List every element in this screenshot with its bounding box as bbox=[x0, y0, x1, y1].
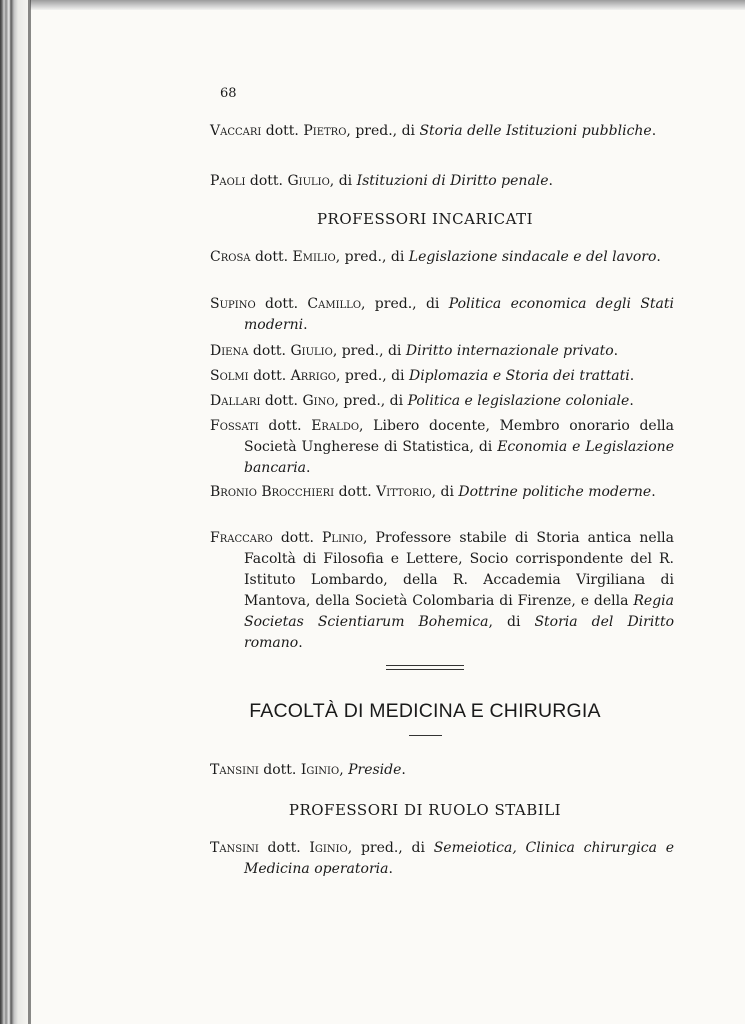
period: . bbox=[613, 343, 619, 359]
subject: Legislazione sindacale e del lavoro bbox=[408, 249, 657, 265]
subject: Diritto internazionale privato bbox=[405, 343, 614, 359]
period: . bbox=[656, 249, 661, 265]
spine-shadow bbox=[28, 0, 31, 1024]
separator-rule-bottom bbox=[386, 669, 464, 670]
title: dott. bbox=[258, 762, 301, 778]
given-name: Camillo bbox=[307, 296, 362, 312]
given-name: Vittorio bbox=[376, 484, 432, 500]
surname: Crosa bbox=[210, 249, 251, 265]
title: dott. bbox=[258, 418, 312, 434]
entry-diena bbox=[210, 341, 674, 362]
given-name: Emilio bbox=[292, 249, 336, 265]
page-number: 68 bbox=[220, 86, 237, 101]
surname: Fraccaro bbox=[210, 530, 273, 546]
period: . bbox=[651, 484, 656, 500]
given-name: Iginio bbox=[300, 762, 340, 778]
entry-bronio-brocchieri bbox=[210, 482, 674, 503]
given-name: Iginio bbox=[309, 840, 348, 856]
entry-crosa bbox=[210, 247, 674, 268]
given-name: Giulio bbox=[290, 343, 333, 359]
period: . bbox=[388, 861, 393, 877]
period: . bbox=[548, 173, 553, 189]
title: dott. bbox=[261, 123, 304, 139]
given-name: Gino bbox=[302, 393, 335, 409]
surname: Dallari bbox=[210, 393, 261, 409]
entry-paoli bbox=[210, 171, 674, 192]
entry-solmi bbox=[210, 366, 674, 387]
surname: Paoli bbox=[210, 173, 246, 189]
entry-preside bbox=[210, 760, 674, 781]
subject: Storia del Diritto romano bbox=[244, 614, 674, 651]
heading-professori-ruolo-stabili: PROFESSORI DI RUOLO STABILI bbox=[288, 801, 562, 819]
title: dott. bbox=[255, 296, 308, 312]
separator-rule-top bbox=[386, 665, 464, 666]
connector: , Libero docente, Membro onorario della Società Ungherese di Statistica, di bbox=[244, 418, 674, 455]
entry-fossati bbox=[210, 416, 674, 479]
subject: Semeiotica, Clinica chirurgica e Medicina operatoria bbox=[244, 840, 674, 877]
surname: Diena bbox=[210, 343, 249, 359]
connector: , pred., di bbox=[346, 123, 420, 139]
description: , Professore stabile di Storia antica nella Facoltà di Filosofia e Lettere, Socio corrispondente del R. Istituto Lombardo, della R. Accademia Virgiliana di Mantova, della Società Colombaria di Firenze, e della bbox=[244, 530, 674, 609]
entry-tansini bbox=[210, 838, 674, 880]
period: . bbox=[401, 762, 406, 778]
subject: Istituzioni di Diritto penale bbox=[356, 173, 549, 189]
society: Regia Societas Scientiarum Bohemica bbox=[244, 593, 674, 630]
surname: Fossati bbox=[210, 418, 259, 434]
entry-fraccaro bbox=[210, 528, 674, 654]
subject: Economia e Legislazione bancaria bbox=[244, 439, 674, 476]
given-name: Plinio bbox=[322, 530, 363, 546]
title: dott. bbox=[245, 173, 288, 189]
title: dott. bbox=[248, 343, 291, 359]
title: dott. bbox=[272, 530, 323, 546]
connector: , pred., di bbox=[335, 368, 409, 384]
subject: Politica economica degli Stati moderni bbox=[244, 296, 675, 333]
period: . bbox=[303, 317, 308, 333]
period: . bbox=[629, 393, 634, 409]
period: . bbox=[298, 635, 303, 651]
given-name: Giulio bbox=[287, 173, 330, 189]
subject: Diplomazia e Storia dei trattati bbox=[408, 368, 630, 384]
given-name: Pietro bbox=[303, 123, 347, 139]
period: . bbox=[306, 460, 311, 476]
connector: , pred., di bbox=[332, 343, 406, 359]
title: dott. bbox=[334, 484, 377, 500]
connector: , pred., di bbox=[334, 393, 408, 409]
subject: Politica e legislazione coloniale bbox=[407, 393, 630, 409]
connector: , bbox=[339, 762, 349, 778]
period: . bbox=[651, 123, 657, 139]
surname: Tansini bbox=[210, 762, 259, 778]
subject: Storia delle Istituzioni pubbliche bbox=[419, 123, 652, 139]
given-name: Eraldo bbox=[311, 418, 360, 434]
faculty-title: FACOLTÀ DI MEDICINA E CHIRURGIA bbox=[249, 700, 601, 722]
surname: Tansini bbox=[210, 840, 259, 856]
title: dott. bbox=[258, 840, 310, 856]
connector: , di bbox=[329, 173, 357, 189]
faculty-underline bbox=[409, 735, 442, 736]
subject: Dottrine politiche moderne bbox=[458, 484, 652, 500]
connector: , pred., di bbox=[347, 840, 434, 856]
entry-dallari bbox=[210, 391, 674, 412]
entry-supino bbox=[210, 294, 674, 336]
surname: Bronio Brocchieri bbox=[210, 484, 335, 500]
entry-vaccari bbox=[210, 121, 674, 142]
period: . bbox=[629, 368, 635, 384]
surname: Supino bbox=[210, 296, 256, 312]
title: dott. bbox=[248, 368, 291, 384]
role: Preside bbox=[348, 762, 402, 778]
surname: Solmi bbox=[210, 368, 249, 384]
title: dott. bbox=[260, 393, 303, 409]
book-spine-edge bbox=[0, 0, 30, 1024]
page-top-edge bbox=[0, 0, 745, 10]
connector: , pred., di bbox=[335, 249, 409, 265]
connector: , di bbox=[431, 484, 459, 500]
connector: , di bbox=[488, 614, 535, 630]
given-name: Arrigo bbox=[290, 368, 336, 384]
surname: Vaccari bbox=[210, 123, 262, 139]
title: dott. bbox=[250, 249, 293, 265]
connector: , pred., di bbox=[361, 296, 449, 312]
heading-professori-incaricati: PROFESSORI INCARICATI bbox=[316, 210, 534, 228]
